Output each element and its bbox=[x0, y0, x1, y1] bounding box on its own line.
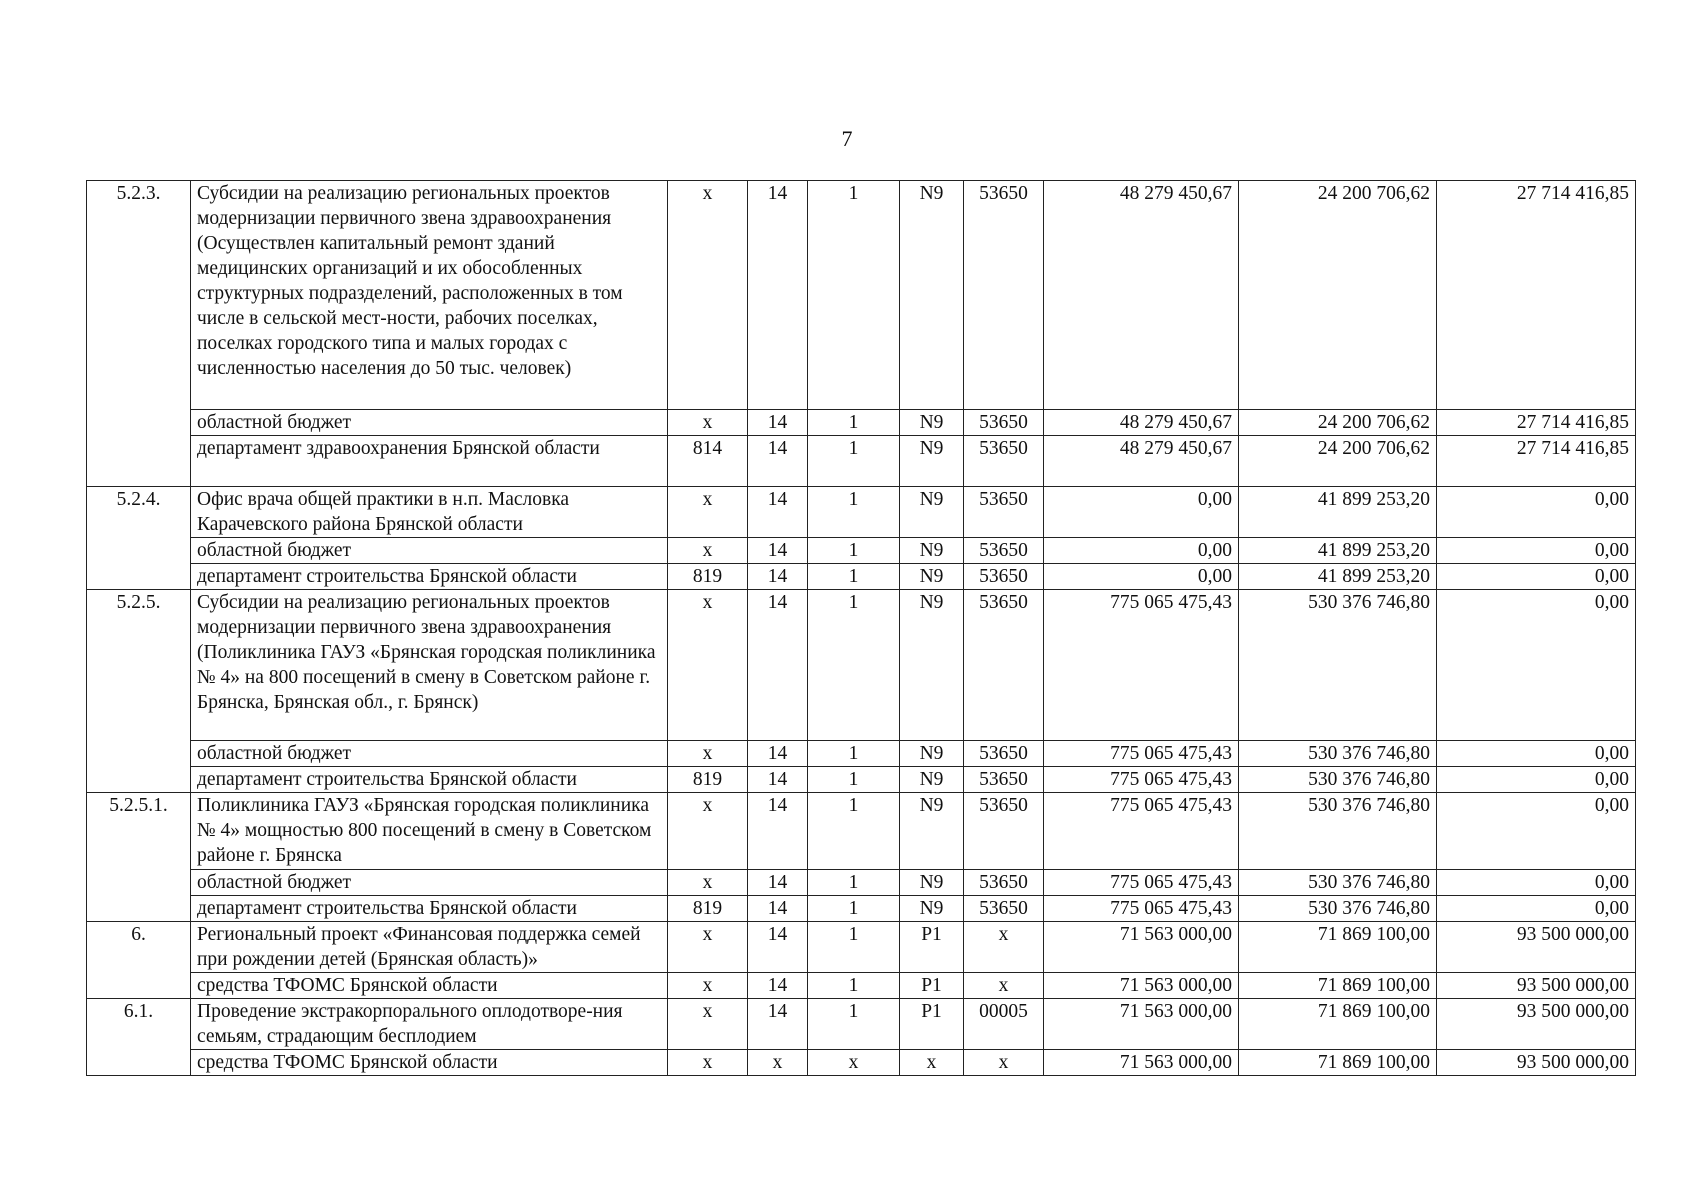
amount-year-2: 24 200 706,62 bbox=[1239, 410, 1437, 436]
amount-year-2: 530 376 746,80 bbox=[1239, 793, 1437, 870]
item-name: Субсидии на реализацию региональных проектов модернизации первичного звена здравоохранения (Поликлиника ГАУЗ «Брянская городская поликлиника № 4» на 800 посещений в смену в Советском районе г. Брянска, Брянская обл., г. Брянск) bbox=[191, 590, 668, 741]
amount-year-1: 71 563 000,00 bbox=[1044, 999, 1239, 1050]
column-code-1: х bbox=[668, 410, 748, 436]
column-code-5: 53650 bbox=[964, 181, 1044, 410]
column-code-2: 14 bbox=[748, 793, 808, 870]
amount-year-3: 93 500 000,00 bbox=[1437, 999, 1636, 1050]
amount-year-2: 41 899 253,20 bbox=[1239, 538, 1437, 564]
item-name: средства ТФОМС Брянской области bbox=[191, 973, 668, 999]
column-code-2: 14 bbox=[748, 741, 808, 767]
item-name: департамент строительства Брянской области bbox=[191, 767, 668, 793]
column-code-3: 1 bbox=[808, 436, 900, 487]
item-name: департамент строительства Брянской области bbox=[191, 896, 668, 922]
column-code-3: 1 bbox=[808, 410, 900, 436]
column-code-1: х bbox=[668, 487, 748, 538]
column-code-5: х bbox=[964, 973, 1044, 999]
amount-year-3: 93 500 000,00 bbox=[1437, 1050, 1636, 1076]
table-row bbox=[87, 922, 1636, 973]
item-name: Поликлиника ГАУЗ «Брянская городская поликлиника № 4» мощностью 800 посещений в смену в Советском районе г. Брянска bbox=[191, 793, 668, 870]
column-code-4: N9 bbox=[900, 487, 964, 538]
amount-year-3: 0,00 bbox=[1437, 487, 1636, 538]
amount-year-1: 71 563 000,00 bbox=[1044, 973, 1239, 999]
column-code-5: 53650 bbox=[964, 564, 1044, 590]
table-row bbox=[87, 999, 1636, 1050]
column-code-1: х bbox=[668, 973, 748, 999]
column-code-4: N9 bbox=[900, 590, 964, 741]
amount-year-3: 27 714 416,85 bbox=[1437, 410, 1636, 436]
column-code-4: N9 bbox=[900, 564, 964, 590]
amount-year-1: 0,00 bbox=[1044, 564, 1239, 590]
column-code-3: 1 bbox=[808, 767, 900, 793]
column-code-4: N9 bbox=[900, 410, 964, 436]
column-code-1: 819 bbox=[668, 896, 748, 922]
column-code-2: х bbox=[748, 1050, 808, 1076]
column-code-5: 00005 bbox=[964, 999, 1044, 1050]
column-code-4: N9 bbox=[900, 793, 964, 870]
amount-year-1: 48 279 450,67 bbox=[1044, 410, 1239, 436]
column-code-3: 1 bbox=[808, 973, 900, 999]
column-code-4: P1 bbox=[900, 973, 964, 999]
amount-year-1: 71 563 000,00 bbox=[1044, 922, 1239, 973]
column-code-3: х bbox=[808, 1050, 900, 1076]
table-row bbox=[87, 1050, 1636, 1076]
column-code-3: 1 bbox=[808, 793, 900, 870]
column-code-2: 14 bbox=[748, 590, 808, 741]
column-code-1: х bbox=[668, 922, 748, 973]
column-code-5: 53650 bbox=[964, 767, 1044, 793]
item-name: областной бюджет bbox=[191, 741, 668, 767]
amount-year-3: 27 714 416,85 bbox=[1437, 181, 1636, 410]
column-code-1: х bbox=[668, 181, 748, 410]
amount-year-3: 0,00 bbox=[1437, 767, 1636, 793]
amount-year-1: 775 065 475,43 bbox=[1044, 590, 1239, 741]
column-code-5: 53650 bbox=[964, 741, 1044, 767]
item-name: Офис врача общей практики в н.п. Масловка Карачевского района Брянской области bbox=[191, 487, 668, 538]
column-code-5: 53650 bbox=[964, 870, 1044, 896]
item-number: 5.2.3. bbox=[87, 181, 191, 487]
amount-year-3: 93 500 000,00 bbox=[1437, 922, 1636, 973]
amount-year-3: 0,00 bbox=[1437, 590, 1636, 741]
column-code-5: 53650 bbox=[964, 487, 1044, 538]
column-code-1: х bbox=[668, 590, 748, 741]
amount-year-1: 48 279 450,67 bbox=[1044, 181, 1239, 410]
column-code-4: N9 bbox=[900, 436, 964, 487]
column-code-3: 1 bbox=[808, 870, 900, 896]
item-name: средства ТФОМС Брянской области bbox=[191, 1050, 668, 1076]
column-code-2: 14 bbox=[748, 767, 808, 793]
amount-year-2: 71 869 100,00 bbox=[1239, 999, 1437, 1050]
column-code-4: N9 bbox=[900, 181, 964, 410]
column-code-4: N9 bbox=[900, 538, 964, 564]
amount-year-1: 775 065 475,43 bbox=[1044, 741, 1239, 767]
item-number: 6.1. bbox=[87, 999, 191, 1076]
column-code-2: 14 bbox=[748, 564, 808, 590]
column-code-3: 1 bbox=[808, 590, 900, 741]
table-row bbox=[87, 741, 1636, 767]
column-code-1: х bbox=[668, 538, 748, 564]
amount-year-3: 0,00 bbox=[1437, 564, 1636, 590]
column-code-1: х bbox=[668, 999, 748, 1050]
column-code-2: 14 bbox=[748, 487, 808, 538]
item-number: 6. bbox=[87, 922, 191, 999]
amount-year-3: 0,00 bbox=[1437, 896, 1636, 922]
column-code-1: 819 bbox=[668, 767, 748, 793]
column-code-4: P1 bbox=[900, 999, 964, 1050]
column-code-5: 53650 bbox=[964, 436, 1044, 487]
amount-year-3: 0,00 bbox=[1437, 538, 1636, 564]
item-name: Субсидии на реализацию региональных проектов модернизации первичного звена здравоохранения (Осуществлен капитальный ремонт зданий медицинских организаций и их обособленных структурных подразделений, расположенных в том числе в сельской мест-ности, рабочих поселках, поселках городского типа и малых городах с численностью населения до 50 тыс. человек) bbox=[191, 181, 668, 410]
item-name: Проведение экстракорпорального оплодотворе-ния семьям, страдающим бесплодием bbox=[191, 999, 668, 1050]
amount-year-2: 530 376 746,80 bbox=[1239, 590, 1437, 741]
column-code-1: х bbox=[668, 793, 748, 870]
amount-year-1: 48 279 450,67 bbox=[1044, 436, 1239, 487]
item-name: областной бюджет bbox=[191, 870, 668, 896]
column-code-1: 814 bbox=[668, 436, 748, 487]
column-code-5: х bbox=[964, 1050, 1044, 1076]
table-row bbox=[87, 896, 1636, 922]
amount-year-3: 0,00 bbox=[1437, 793, 1636, 870]
amount-year-1: 71 563 000,00 bbox=[1044, 1050, 1239, 1076]
table-row bbox=[87, 870, 1636, 896]
item-name: областной бюджет bbox=[191, 538, 668, 564]
amount-year-3: 0,00 bbox=[1437, 870, 1636, 896]
table-row bbox=[87, 538, 1636, 564]
amount-year-2: 71 869 100,00 bbox=[1239, 1050, 1437, 1076]
table-row bbox=[87, 564, 1636, 590]
column-code-5: 53650 bbox=[964, 896, 1044, 922]
column-code-2: 14 bbox=[748, 181, 808, 410]
amount-year-2: 71 869 100,00 bbox=[1239, 922, 1437, 973]
column-code-1: х bbox=[668, 741, 748, 767]
column-code-4: P1 bbox=[900, 922, 964, 973]
item-number: 5.2.4. bbox=[87, 487, 191, 590]
amount-year-2: 530 376 746,80 bbox=[1239, 870, 1437, 896]
budget-table bbox=[86, 180, 1636, 1076]
table-row bbox=[87, 181, 1636, 410]
column-code-3: 1 bbox=[808, 487, 900, 538]
amount-year-1: 0,00 bbox=[1044, 538, 1239, 564]
table-row bbox=[87, 436, 1636, 487]
amount-year-2: 24 200 706,62 bbox=[1239, 436, 1437, 487]
column-code-2: 14 bbox=[748, 410, 808, 436]
item-number: 5.2.5. bbox=[87, 590, 191, 793]
column-code-4: N9 bbox=[900, 896, 964, 922]
column-code-2: 14 bbox=[748, 870, 808, 896]
item-name: областной бюджет bbox=[191, 410, 668, 436]
column-code-1: х bbox=[668, 1050, 748, 1076]
column-code-3: 1 bbox=[808, 741, 900, 767]
column-code-5: 53650 bbox=[964, 793, 1044, 870]
column-code-1: 819 bbox=[668, 564, 748, 590]
table-row bbox=[87, 410, 1636, 436]
item-number: 5.2.5.1. bbox=[87, 793, 191, 922]
amount-year-3: 0,00 bbox=[1437, 741, 1636, 767]
column-code-4: N9 bbox=[900, 870, 964, 896]
column-code-2: 14 bbox=[748, 436, 808, 487]
column-code-2: 14 bbox=[748, 896, 808, 922]
amount-year-2: 41 899 253,20 bbox=[1239, 487, 1437, 538]
column-code-3: 1 bbox=[808, 999, 900, 1050]
column-code-5: 53650 bbox=[964, 590, 1044, 741]
amount-year-1: 775 065 475,43 bbox=[1044, 767, 1239, 793]
column-code-1: х bbox=[668, 870, 748, 896]
column-code-3: 1 bbox=[808, 896, 900, 922]
column-code-5: 53650 bbox=[964, 410, 1044, 436]
table-row bbox=[87, 590, 1636, 741]
amount-year-2: 530 376 746,80 bbox=[1239, 896, 1437, 922]
column-code-4: N9 bbox=[900, 767, 964, 793]
amount-year-1: 775 065 475,43 bbox=[1044, 870, 1239, 896]
amount-year-1: 775 065 475,43 bbox=[1044, 896, 1239, 922]
column-code-3: 1 bbox=[808, 922, 900, 973]
amount-year-2: 41 899 253,20 bbox=[1239, 564, 1437, 590]
column-code-2: 14 bbox=[748, 922, 808, 973]
table-row bbox=[87, 767, 1636, 793]
amount-year-3: 93 500 000,00 bbox=[1437, 973, 1636, 999]
item-name: Региональный проект «Финансовая поддержка семей при рождении детей (Брянская область)» bbox=[191, 922, 668, 973]
amount-year-2: 530 376 746,80 bbox=[1239, 767, 1437, 793]
amount-year-2: 24 200 706,62 bbox=[1239, 181, 1437, 410]
item-name: департамент здравоохранения Брянской области bbox=[191, 436, 668, 487]
column-code-2: 14 bbox=[748, 999, 808, 1050]
item-name: департамент строительства Брянской области bbox=[191, 564, 668, 590]
table-row bbox=[87, 487, 1636, 538]
column-code-4: N9 bbox=[900, 741, 964, 767]
table-row bbox=[87, 973, 1636, 999]
column-code-3: 1 bbox=[808, 538, 900, 564]
column-code-4: х bbox=[900, 1050, 964, 1076]
column-code-5: х bbox=[964, 922, 1044, 973]
column-code-5: 53650 bbox=[964, 538, 1044, 564]
amount-year-2: 71 869 100,00 bbox=[1239, 973, 1437, 999]
page-number: 7 bbox=[841, 126, 853, 151]
column-code-2: 14 bbox=[748, 973, 808, 999]
table-row bbox=[87, 793, 1636, 870]
amount-year-3: 27 714 416,85 bbox=[1437, 436, 1636, 487]
column-code-3: 1 bbox=[808, 181, 900, 410]
amount-year-2: 530 376 746,80 bbox=[1239, 741, 1437, 767]
column-code-3: 1 bbox=[808, 564, 900, 590]
column-code-2: 14 bbox=[748, 538, 808, 564]
amount-year-1: 0,00 bbox=[1044, 487, 1239, 538]
amount-year-1: 775 065 475,43 bbox=[1044, 793, 1239, 870]
